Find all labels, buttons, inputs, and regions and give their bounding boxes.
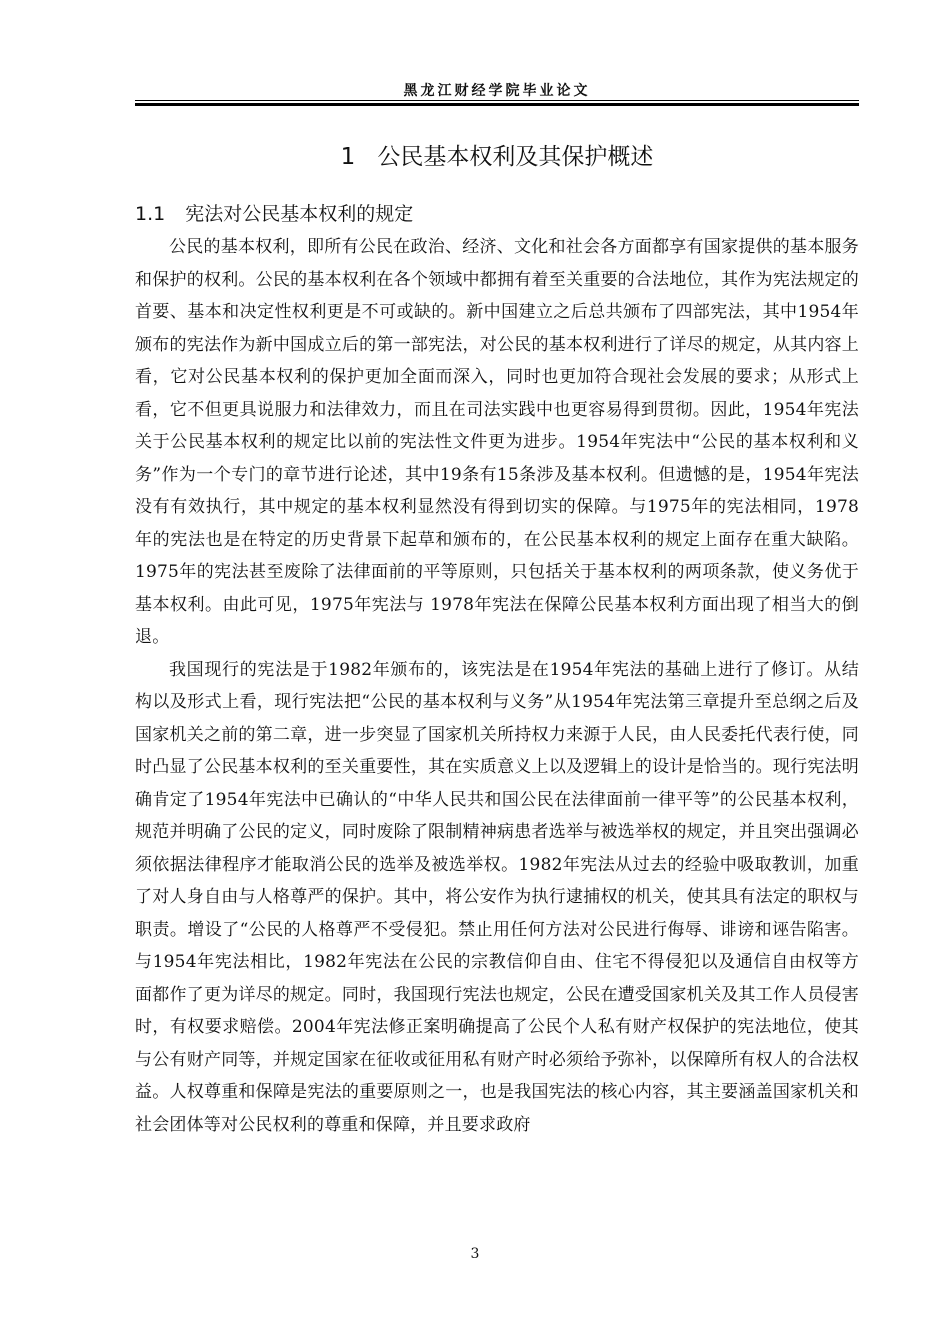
paragraph-2: 我国现行的宪法是于1982年颁布的，该宪法是在1954年宪法的基础上进行了修订。从结构以及形式上看，现行宪法把“公民的基本权利与义务”从1954年宪法第三章提升至总纲之后及国家机关之前的第二章，进一步突显了国家机关所持权力来源于人民，由人民委托代表行使，同时凸显了公民基本权利的至关重要性，其在实质意义上以及逻辑上的设计是恰当的。现行宪法明确肯定了1954年宪法中已确认的“中华人民共和国公民在法律面前一律平等”的公民基本权利，规范并明确了公民的定义，同时废除了限制精神病患者选举与被选举权的规定，并且突出强调必须依据法律程序才能取消公民的选举及被选举权。1982年宪法从过去的经验中吸取教训，加重了对人身自由与人格尊严的保护。其中，将公安作为执行逮捕权的机关，使其具有法定的职权与职责。增设了“公民的人格尊严不受侵犯。禁止用任何方法对公民进行侮辱、诽谤和诬告陷害。与1954年宪法相比，1982年宪法在公民的宗教信仰自由、住宅不得侵犯以及通信自由权等方面都作了更为详尽的规定。同时，我国现行宪法也规定，公民在遭受国家机关及其工作人员侵害时，有权要求赔偿。2004年宪法修正案明确提高了公民个人私有财产权保护的宪法地位，使其与公有财产同等，并规定国家在征收或征用私有财产时必须给予弥补，以保障所有权人的合法权益。人权尊重和保障是宪法的重要原则之一，也是我国宪法的核心内容，其主要涵盖国家机关和社会团体等对公民权利的尊重和保障，并且要求政府 [135, 659, 859, 1135]
header-rule-thin [135, 100, 859, 101]
chapter-heading [135, 138, 859, 171]
section-number: 1.1 [135, 203, 166, 225]
chapter-title-text: 公民基本权利及其保护概述 [377, 144, 654, 170]
chapter-number: 1 [340, 144, 356, 170]
header-rule-thick [135, 103, 859, 106]
section-heading [135, 199, 413, 226]
paragraph-1: 公民的基本权利，即所有公民在政治、经济、文化和社会各方面都享有国家提供的基本服务和保护的权利。公民的基本权利在各个领域中都拥有着至关重要的合法地位，其作为宪法规定的首要、基本和决定性权利更是不可或缺的。新中国建立之后总共颁布了四部宪法，其中1954年颁布的宪法作为新中国成立后的第一部宪法，对公民的基本权利进行了详尽的规定，从其内容上看，它对公民基本权利的保护更加全面而深入，同时也更加符合现社会发展的要求；从形式上看，它不但更具说服力和法律效力，而且在司法实践中也更容易得到贯彻。因此，1954年宪法关于公民基本权利的规定比以前的宪法性文件更为进步。1954年宪法中“公民的基本权利和义务”作为一个专门的章节进行论述，其中19条有15条涉及基本权利。但遗憾的是，1954年宪法没有有效执行，其中规定的基本权利显然没有得到切实的保障。与1975年的宪法相同，1978年的宪法也是在特定的历史背景下起草和颁布的，在公民基本权利的规定上面存在重大缺陷。1975年的宪法甚至废除了法律面前的平等原则，只包括关于基本权利的两项条款，使义务优于基本权利。由此可见，1975年宪法与 1978年宪法在保障公民基本权利方面出现了相当大的倒退。 [135, 237, 859, 647]
page-number: 3 [470, 1246, 480, 1262]
body-text [135, 231, 859, 1141]
running-header: 黑龙江财经学院毕业论文 [403, 83, 591, 99]
section-title-text: 宪法对公民基本权利的规定 [185, 203, 414, 225]
